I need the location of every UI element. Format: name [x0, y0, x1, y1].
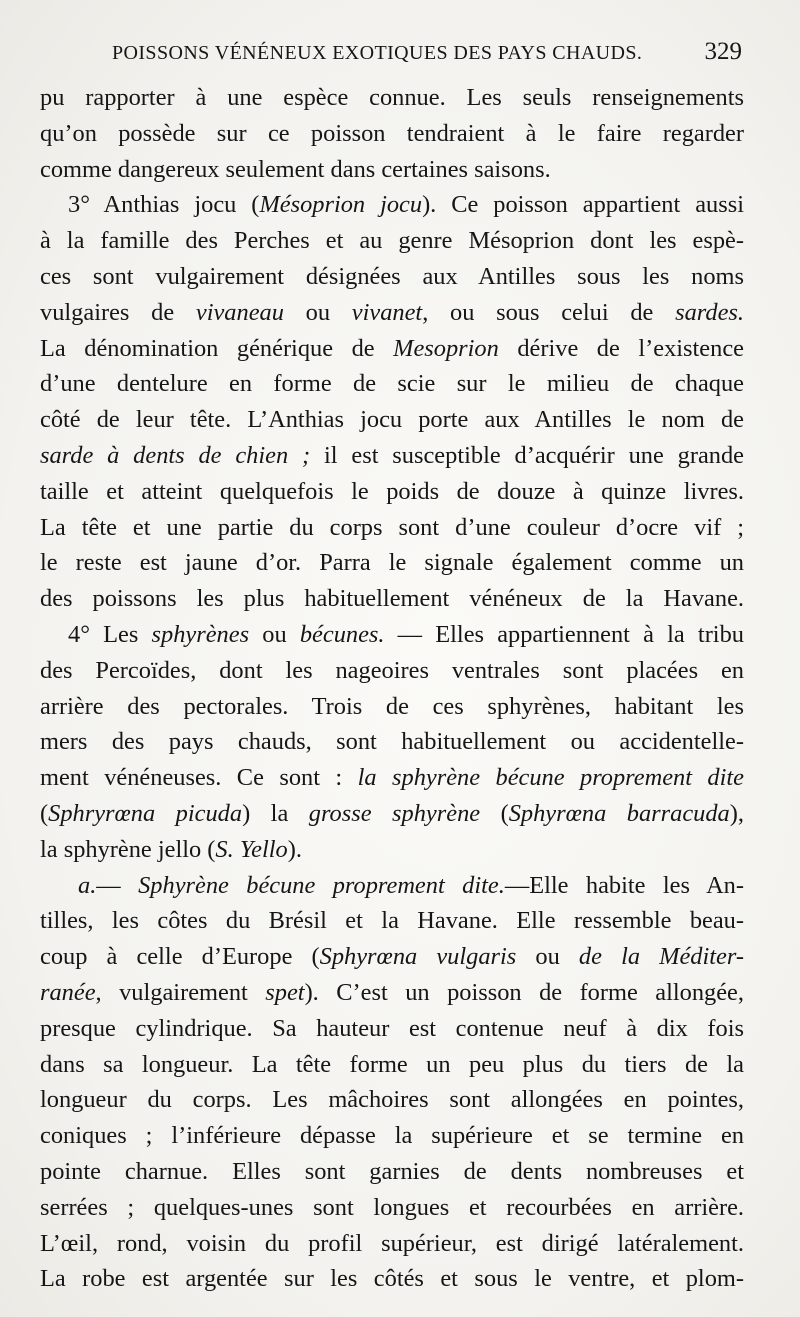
text-run: dans sa longueur. La tête forme un peu plus du tiers de la — [40, 1050, 744, 1078]
text-line — [40, 1118, 744, 1154]
text-run: ). Ce poisson appartient aussi — [422, 191, 744, 219]
text-line — [40, 617, 744, 653]
text-line — [40, 1011, 744, 1047]
text-run: — — [96, 871, 139, 899]
text-line — [40, 438, 744, 474]
text-line — [40, 80, 744, 116]
text-run: vulgaires de — [40, 298, 196, 326]
text-line — [40, 1261, 744, 1297]
text-run: des poissons les plus habituellement vénéneux de la Havane. — [40, 585, 744, 613]
text-line — [40, 366, 744, 402]
text-line — [40, 331, 744, 367]
text-line — [40, 474, 744, 510]
text-line — [40, 1082, 744, 1118]
text-run: le reste est jaune d’or. Parra le signale également comme un — [40, 549, 744, 577]
text-run: mers des pays chauds, sont habituellement ou accidentelle- — [40, 728, 744, 756]
text-line — [40, 581, 744, 617]
text-line — [40, 975, 744, 1011]
running-head: POISSONS VÉNÉNEUX EXOTIQUES DES PAYS CHAUDS. — [112, 42, 643, 64]
text-line — [40, 1154, 744, 1190]
text-line-content — [68, 187, 744, 223]
italic-text: ranée — [40, 978, 96, 1006]
text-run: longueur du corps. Les mâchoires sont allongées en pointes, — [40, 1086, 744, 1114]
text-run: La tête et une partie du corps sont d’une couleur d’ocre vif ; — [40, 513, 744, 541]
text-line — [40, 868, 744, 904]
italic-text: sarde à dents de chien ; — [40, 441, 311, 469]
text-run: coup à celle d’Europe ( — [40, 943, 320, 971]
text-line-content — [40, 510, 744, 546]
text-line-content — [40, 1118, 744, 1154]
text-run: L’œil, rond, voisin du profil supérieur, est dirigé latéralement. — [40, 1229, 744, 1257]
text-run: presque cylindrique. Sa hauteur est contenue neuf à dix fois — [40, 1014, 744, 1042]
text-line-content — [40, 259, 744, 295]
text-line-content — [40, 581, 744, 617]
text-line-content — [40, 1154, 744, 1190]
text-line-content — [40, 331, 744, 367]
text-line-content — [40, 1261, 744, 1297]
text-line — [40, 545, 744, 581]
text-line-content — [40, 474, 744, 510]
text-line-content — [40, 1082, 744, 1118]
italic-text: bécunes. — [299, 620, 385, 648]
text-line-content — [40, 975, 744, 1011]
text-line — [40, 724, 744, 760]
italic-text: Sphyrène bécune proprement dite. — [138, 871, 505, 899]
text-run: côté de leur tête. L’Anthias jocu porte aux Antilles le nom de — [40, 406, 744, 434]
text-line — [40, 1226, 744, 1262]
text-run: comme dangereux seulement dans certaines saisons. — [40, 155, 551, 183]
text-line-content — [40, 116, 744, 152]
text-run: ), — [729, 799, 744, 827]
text-line-content — [40, 295, 744, 331]
text-line — [40, 1190, 744, 1226]
text-line — [40, 152, 744, 188]
italic-text: S. Yello — [215, 835, 288, 863]
text-line — [40, 259, 744, 295]
text-run: pu rapporter à une espèce connue. Les seuls renseignements — [40, 84, 744, 111]
text-run: pointe charnue. Elles sont garnies de dents nombreuses et — [40, 1157, 744, 1185]
italic-text: spet — [265, 978, 305, 1006]
text-run: il est susceptible d’acquérir une grande — [310, 441, 744, 469]
text-run: ment vénéneuses. Ce sont : — [40, 764, 358, 792]
italic-text: la sphyrène bécune proprement dite — [357, 764, 744, 792]
text-run: ) la — [242, 799, 309, 827]
text-line — [40, 689, 744, 725]
text-line — [40, 1047, 744, 1083]
text-run: La robe est argentée sur les côtés et sous le ventre, et plom- — [40, 1265, 744, 1293]
text-run: dérive de l’existence — [498, 334, 744, 362]
italic-text: Sphryrœna picuda — [48, 799, 243, 827]
text-line-content — [40, 689, 744, 725]
text-line — [40, 939, 744, 975]
text-run: 4° Les — [68, 620, 152, 648]
text-line-content — [40, 80, 744, 116]
text-run: , vulgairement — [95, 978, 266, 1006]
text-run: coniques ; l’inférieure dépasse la supérieure et se termine en — [40, 1122, 744, 1150]
text-run: , ou sous celui de — [422, 298, 676, 326]
text-line-content — [40, 832, 744, 868]
text-run: ou — [249, 620, 300, 648]
text-run: des Percoïdes, dont les nageoires ventrales sont placées en — [40, 656, 744, 684]
text-line-content — [40, 545, 744, 581]
text-line-content — [40, 1011, 744, 1047]
italic-text: Sphyrœna vulgaris — [319, 943, 517, 971]
text-line — [40, 187, 744, 223]
text-line-content — [40, 366, 744, 402]
text-line — [40, 760, 744, 796]
italic-text: sphyrènes — [151, 620, 250, 648]
text-run: —Elle habite les An- — [504, 871, 744, 899]
text-line-content — [40, 939, 744, 975]
text-line-content — [40, 1047, 744, 1083]
text-line — [40, 402, 744, 438]
text-run: qu’on possède sur ce poisson tendraient à le faire regarder — [40, 119, 744, 147]
text-line-content — [40, 653, 744, 689]
text-run: la sphyrène jello ( — [40, 835, 216, 863]
text-run: 3° Anthias jocu ( — [68, 191, 260, 219]
italic-text: Mésoprion jocu — [259, 191, 423, 219]
text-run: d’une dentelure en forme de scie sur le milieu de chaque — [40, 370, 744, 398]
italic-text: sardes. — [675, 298, 744, 326]
italic-text: a. — [78, 871, 97, 899]
page-number: 329 — [704, 38, 742, 65]
italic-text: de la Méditer- — [578, 943, 744, 971]
text-run: ( — [40, 799, 49, 827]
text-run: ). C’est un poisson de forme allongée, — [304, 978, 744, 1006]
italic-text: vivaneau — [195, 298, 284, 326]
text-run: ces sont vulgairement désignées aux Antilles sous les noms — [40, 262, 744, 290]
text-run: à la famille des Perches et au genre Mésoprion dont les espè- — [40, 227, 744, 255]
text-run: ). — [287, 835, 302, 863]
text-line — [40, 903, 744, 939]
text-line-content — [78, 868, 744, 904]
text-line-content — [40, 903, 744, 939]
text-line-content — [40, 402, 744, 438]
italic-text: vivanet — [351, 298, 423, 326]
text-line-content — [40, 438, 744, 474]
text-line — [40, 510, 744, 546]
text-run: serrées ; quelques-unes sont longues et recourbées en arrière. — [40, 1193, 744, 1221]
text-line — [40, 796, 744, 832]
italic-text: grosse sphyrène — [308, 799, 481, 827]
text-line — [40, 116, 744, 152]
page-header — [112, 38, 742, 70]
text-run: — Elles appartiennent à la tribu — [384, 620, 744, 648]
text-run: taille et atteint quelquefois le poids de douze à quinze livres. — [40, 477, 744, 505]
text-line — [40, 832, 744, 868]
text-line — [40, 653, 744, 689]
text-line — [40, 295, 744, 331]
text-line — [40, 223, 744, 259]
italic-text: Mesoprion — [393, 334, 499, 362]
text-line-content — [40, 1226, 744, 1262]
text-run: ou — [283, 298, 352, 326]
text-line-content — [40, 223, 744, 259]
text-run: tilles, les côtes du Brésil et la Havane. Elle ressemble beau- — [40, 907, 744, 935]
text-line-content — [40, 152, 744, 188]
text-line-content — [68, 617, 744, 653]
text-line-content — [40, 1190, 744, 1226]
body-text — [40, 80, 744, 1297]
text-run: ( — [480, 799, 509, 827]
text-run: La dénomination générique de — [40, 334, 394, 362]
text-run: arrière des pectorales. Trois de ces sphyrènes, habitant les — [40, 692, 744, 720]
text-line-content — [40, 724, 744, 760]
italic-text: Sphyrœna barracuda — [508, 799, 730, 827]
text-line-content — [40, 796, 744, 832]
text-line-content — [40, 760, 744, 796]
text-run: ou — [516, 943, 579, 971]
